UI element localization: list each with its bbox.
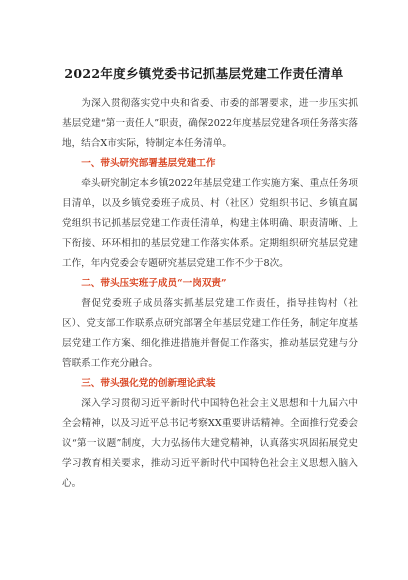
section-1-heading: 一、带头研究部署基层党建工作 <box>81 158 216 169</box>
intro-paragraph: 为深入贯彻落实党中央和省委、市委的部署要求，进一步压实抓基层党建“第一责任人”职责，确保2022年度基层党建各项任务落实落地，结合X市实际，特制定本任务清单。 <box>62 98 358 149</box>
section-3-heading: 三、带头强化党的创新理论武装 <box>81 378 216 389</box>
document-body <box>62 94 358 494</box>
section-2-heading: 二、带头压实班子成员“一岗双责” <box>81 278 227 289</box>
document-title: 2022年度乡镇党委书记抓基层党建工作责任清单 <box>64 66 344 81</box>
section-3-body: 深入学习贯彻习近平新时代中国特色社会主义思想和十九届六中全会精神，以及习近平总书记考察XX重要讲话精神。全面推行党委会议“第一议题”制度，大力弘扬伟大建党精神，认真落实巩固拓展党史学习教育相关要求，推动习近平新时代中国特色社会主义思想入脑入心。 <box>62 398 358 489</box>
section-1-body: 牵头研究制定本乡镇2022年基层党建工作实施方案、重点任务项目清单，以及乡镇党委班子成员、村（社区）党组织书记、乡镇直属党组织书记抓基层党建工作责任清单，构建主体明确、职责清晰、上下衔接、环环相扣的基层党建工作落实体系。定期组织研究基层党建工作，年内党委会专题研究基层党建工作不少于8次。 <box>62 178 358 269</box>
section-2-body: 督促党委班子成员落实抓基层党建工作责任，指导挂钩村（社区）、党支部工作联系点研究部署全年基层党建工作任务，制定年度基层党建工作方案、细化推进措施并督促工作落实，推动基层党建与分管联系工作充分融合。 <box>62 298 358 369</box>
